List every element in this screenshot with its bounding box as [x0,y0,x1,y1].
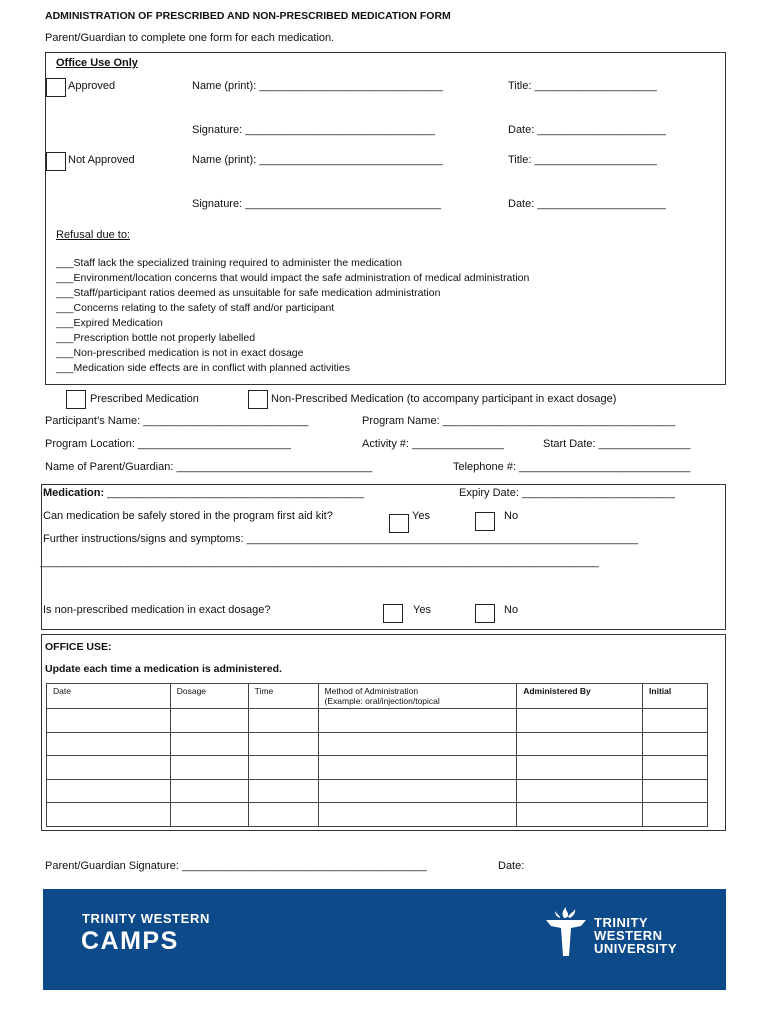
approved-title-field[interactable]: Title: ____________________ [508,80,657,92]
column-header-initial: Initial [643,684,708,709]
column-header-date: Date [47,684,171,709]
signature-date-label[interactable]: Date: [498,860,525,872]
table-cell[interactable] [248,732,318,756]
refusal-item[interactable]: ___Non-prescribed medication is not in exact dosage [56,347,304,359]
table-cell[interactable] [643,779,708,803]
method-example-note: (Example: oral/injection/topical [324,696,440,706]
approved-label: Approved [68,80,116,92]
twu-torch-logo-icon [543,906,589,960]
medication-field[interactable] [43,487,364,499]
instructions-continuation-line[interactable]: ________________________________________________________________________________________________ [40,556,599,568]
table-cell[interactable] [47,779,171,803]
participant-name-field[interactable]: Participant’s Name: ___________________________ [45,415,309,427]
instructions-field[interactable]: Further instructions/signs and symptoms: ________________________________________________________________ [43,533,639,545]
refusal-item[interactable]: ___Staff lack the specialized training required to administer the medication [56,257,402,269]
administration-log-table [46,683,708,827]
column-header-method [318,684,517,709]
table-cell[interactable] [170,756,248,780]
not-approved-title-field[interactable]: Title: ____________________ [508,154,657,166]
footer-banner [43,889,726,990]
expiry-date-field[interactable]: Expiry Date: _________________________ [459,487,675,499]
column-header-dosage: Dosage [170,684,248,709]
table-cell[interactable] [47,709,171,733]
table-row [47,779,708,803]
activity-field[interactable]: Activity #: _______________ [362,438,504,450]
office-use-log-subheading: Update each time a medication is administered. [45,663,282,675]
not-approved-signature-field[interactable]: Signature: ________________________________ [192,198,441,210]
telephone-field[interactable]: Telephone #: ____________________________ [453,461,691,473]
camps-logo-line2: CAMPS [81,927,179,955]
table-cell[interactable] [517,803,643,827]
program-name-field[interactable]: Program Name: ______________________________________ [362,415,676,427]
table-cell[interactable] [47,732,171,756]
dosage-yes-label: Yes [413,604,431,616]
refusal-item[interactable]: ___Environment/location concerns that would impact the safe administration of medical administration [56,272,530,284]
non-prescribed-label: Non-Prescribed Medication (to accompany participant in exact dosage) [271,393,617,405]
table-row [47,709,708,733]
table-cell[interactable] [517,732,643,756]
parent-signature-field[interactable]: Parent/Guardian Signature: ________________________________________ [45,860,427,872]
table-cell[interactable] [248,709,318,733]
prescribed-label: Prescribed Medication [90,393,199,405]
twu-logo-text [594,916,677,955]
table-cell[interactable] [318,732,517,756]
table-cell[interactable] [318,803,517,827]
office-use-log-heading: OFFICE USE: [45,641,112,653]
form-title: ADMINISTRATION OF PRESCRIBED AND NON-PRESCRIBED MEDICATION FORM [45,10,451,22]
medication-label: Medication: [43,487,105,499]
refusal-item[interactable]: ___Expired Medication [56,317,163,329]
table-row [47,732,708,756]
table-row [47,756,708,780]
office-use-heading: Office Use Only [56,57,138,69]
program-location-field[interactable]: Program Location: _________________________ [45,438,291,450]
prescribed-checkbox[interactable] [66,390,86,409]
approved-signature-field[interactable]: Signature: _______________________________ [192,124,435,136]
table-header-row [47,684,708,709]
table-cell[interactable] [248,756,318,780]
table-cell[interactable] [517,756,643,780]
table-cell[interactable] [47,803,171,827]
refusal-list [56,256,529,376]
table-cell[interactable] [643,803,708,827]
dosage-no-label: No [504,604,519,616]
twu-logo-line2: WESTERN [594,928,663,943]
not-approved-checkbox[interactable] [46,152,66,171]
not-approved-name-field[interactable]: Name (print): ______________________________ [192,154,443,166]
refusal-item[interactable]: ___Concerns relating to the safety of staff and/or participant [56,302,335,314]
table-cell[interactable] [248,803,318,827]
table-cell[interactable] [170,803,248,827]
table-cell[interactable] [318,709,517,733]
medication-line: __________________________________________ [104,487,365,499]
table-cell[interactable] [170,779,248,803]
twu-logo-line1: TRINITY [594,915,649,930]
approved-date-field[interactable]: Date: _____________________ [508,124,666,136]
approved-name-field[interactable]: Name (print): ______________________________ [192,80,443,92]
dosage-no-checkbox[interactable] [475,604,495,623]
table-cell[interactable] [248,779,318,803]
storage-no-label: No [504,510,519,522]
parent-name-field[interactable]: Name of Parent/Guardian: ________________________________ [45,461,373,473]
storage-no-checkbox[interactable] [475,512,495,531]
method-label: Method of Administration [324,686,419,696]
table-cell[interactable] [643,709,708,733]
column-header-administered-by: Administered By [517,684,643,709]
dosage-question: Is non-prescribed medication in exact dosage? [43,604,271,616]
refusal-heading: Refusal due to: [56,229,130,241]
dosage-yes-checkbox[interactable] [383,604,403,623]
camps-logo-line1: TRINITY WESTERN [82,911,210,926]
table-cell[interactable] [643,732,708,756]
table-cell[interactable] [318,779,517,803]
table-cell[interactable] [170,709,248,733]
table-cell[interactable] [517,709,643,733]
twu-logo-line3: UNIVERSITY [594,941,678,956]
refusal-item[interactable]: ___Medication side effects are in conflict with planned activities [56,362,350,374]
table-cell[interactable] [643,756,708,780]
refusal-item[interactable]: ___Staff/participant ratios deemed as unsuitable for safe medication administration [56,287,441,299]
non-prescribed-checkbox[interactable] [248,390,268,409]
table-cell[interactable] [47,756,171,780]
table-cell[interactable] [170,732,248,756]
refusal-item[interactable]: ___Prescription bottle not properly labelled [56,332,256,344]
storage-question: Can medication be safely stored in the program first aid kit? [43,510,333,522]
table-cell[interactable] [318,756,517,780]
table-row [47,803,708,827]
not-approved-date-field[interactable]: Date: _____________________ [508,198,666,210]
approved-checkbox[interactable] [46,78,66,97]
table-cell[interactable] [517,779,643,803]
storage-yes-label: Yes [412,510,430,522]
not-approved-label: Not Approved [68,154,135,166]
start-date-field[interactable]: Start Date: _______________ [543,438,691,450]
form-instruction: Parent/Guardian to complete one form for each medication. [45,32,335,44]
storage-yes-checkbox[interactable] [389,514,409,533]
column-header-time: Time [248,684,318,709]
